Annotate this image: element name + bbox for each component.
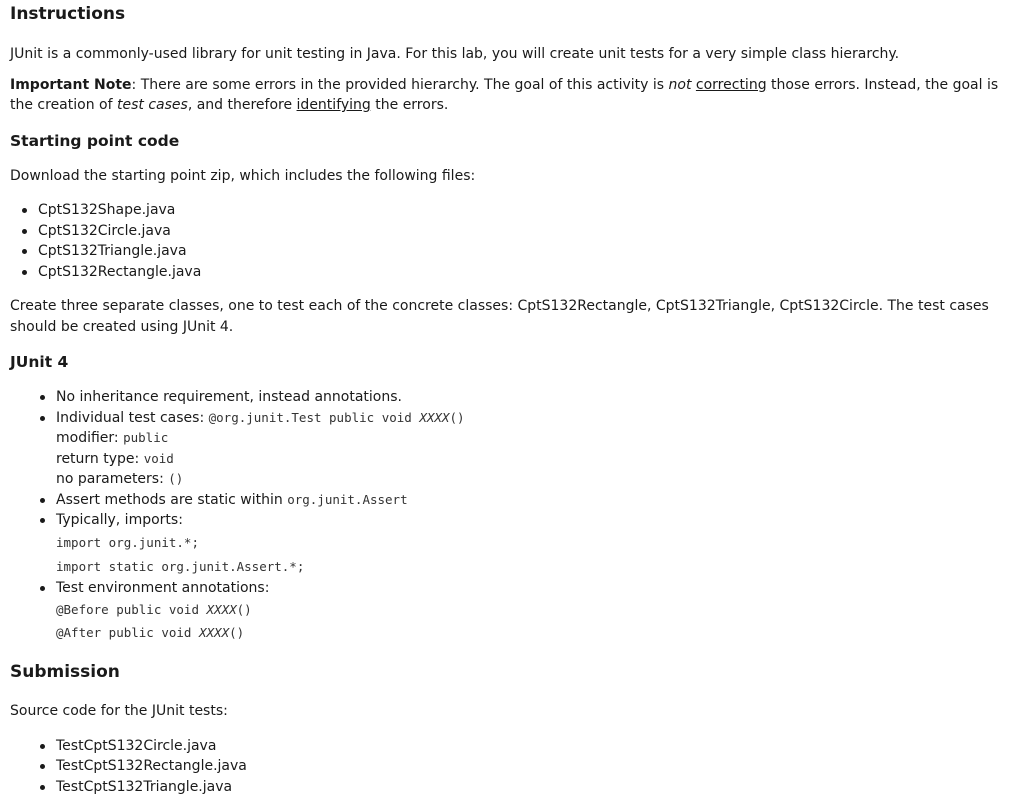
- parameters-line: [56, 469, 1014, 490]
- return-type-label: return type:: [56, 450, 144, 467]
- modifier-code: public: [123, 430, 169, 445]
- important-note-label: Important Note: [10, 76, 132, 93]
- before-code: @Before public void: [56, 602, 207, 617]
- list-item: CptS132Triangle.java: [38, 241, 1014, 262]
- note-identifying: identifying: [296, 97, 371, 113]
- before-placeholder: XXXX: [206, 602, 237, 617]
- note-text-2: those errors. Instead, the goal is the creation of: [10, 76, 999, 113]
- note-text-4: the errors.: [370, 97, 449, 113]
- list-item: CptS132Rectangle.java: [38, 262, 1014, 283]
- list-item: [56, 490, 1014, 511]
- list-item: TestCptS132Triangle.java: [56, 777, 1014, 798]
- parameters-code: (): [168, 471, 184, 486]
- note-test-cases: test cases: [116, 97, 188, 113]
- after-parens: (): [229, 624, 245, 640]
- list-item: TestCptS132Rectangle.java: [56, 756, 1014, 777]
- after-placeholder: XXXX: [199, 624, 230, 640]
- page-title: Instructions: [10, 4, 126, 24]
- list-item: No inheritance requirement, instead annotations.: [56, 387, 1014, 408]
- test-cases-label: Individual test cases:: [56, 409, 209, 426]
- intro-paragraph: JUnit is a commonly-used library for unit testing in Java. For this lab, you will create unit tests for a very simple class hierarchy.: [10, 46, 900, 62]
- list-item: CptS132Circle.java: [38, 221, 1014, 242]
- parameters-label: no parameters:: [56, 471, 169, 487]
- environment-label: Test environment annotations:: [56, 579, 270, 596]
- return-type-line: [56, 449, 1014, 470]
- note-correcting: correcting: [695, 76, 767, 93]
- after-code: @After public void: [56, 624, 199, 640]
- submission-heading: Submission: [10, 662, 120, 682]
- starting-files-list: [10, 200, 1014, 282]
- submission-text: Source code for the JUnit tests:: [10, 703, 228, 719]
- junit4-heading: JUnit 4: [10, 353, 69, 371]
- method-name-placeholder: XXXX: [419, 409, 450, 425]
- create-classes-paragraph: Create three separate classes, one to test each of the concrete classes: CptS132Rectangle, CptS132Triangle, CptS132Circle. The test cases should be created using JUnit 4.: [10, 298, 989, 335]
- modifier-label: modifier:: [56, 430, 124, 446]
- submission-files-list: [10, 736, 1014, 798]
- list-item: [56, 510, 1014, 578]
- list-item: TestCptS132Circle.java: [56, 736, 1014, 757]
- before-line: [56, 600, 1014, 621]
- starting-point-text: Download the starting point zip, which includes the following files:: [10, 167, 476, 184]
- starting-point-heading: Starting point code: [10, 131, 180, 150]
- imports-label: Typically, imports:: [56, 512, 183, 528]
- important-note-paragraph: [10, 75, 1014, 116]
- parens-code: (): [449, 409, 465, 425]
- junit4-list: [10, 387, 1014, 643]
- list-item: [56, 408, 1014, 490]
- note-text-3: , and therefore: [187, 97, 297, 113]
- before-parens: (): [236, 602, 252, 617]
- note-not: not: [668, 76, 692, 93]
- note-text-1: : There are some errors in the provided hierarchy. The goal of this activity is: [131, 76, 669, 93]
- list-item: [56, 578, 1014, 644]
- list-item: CptS132Shape.java: [38, 200, 1014, 221]
- test-annotation-code: @org.junit.Test public void: [208, 409, 420, 425]
- import-line-1: import org.junit.*;: [56, 534, 199, 550]
- import-line-2: import static org.junit.Assert.*;: [56, 559, 305, 574]
- return-type-code: void: [143, 450, 174, 466]
- assert-label: Assert methods are static within: [56, 491, 288, 508]
- modifier-line: [56, 428, 1014, 449]
- after-line: [56, 623, 1014, 644]
- assert-code: org.junit.Assert: [287, 491, 408, 507]
